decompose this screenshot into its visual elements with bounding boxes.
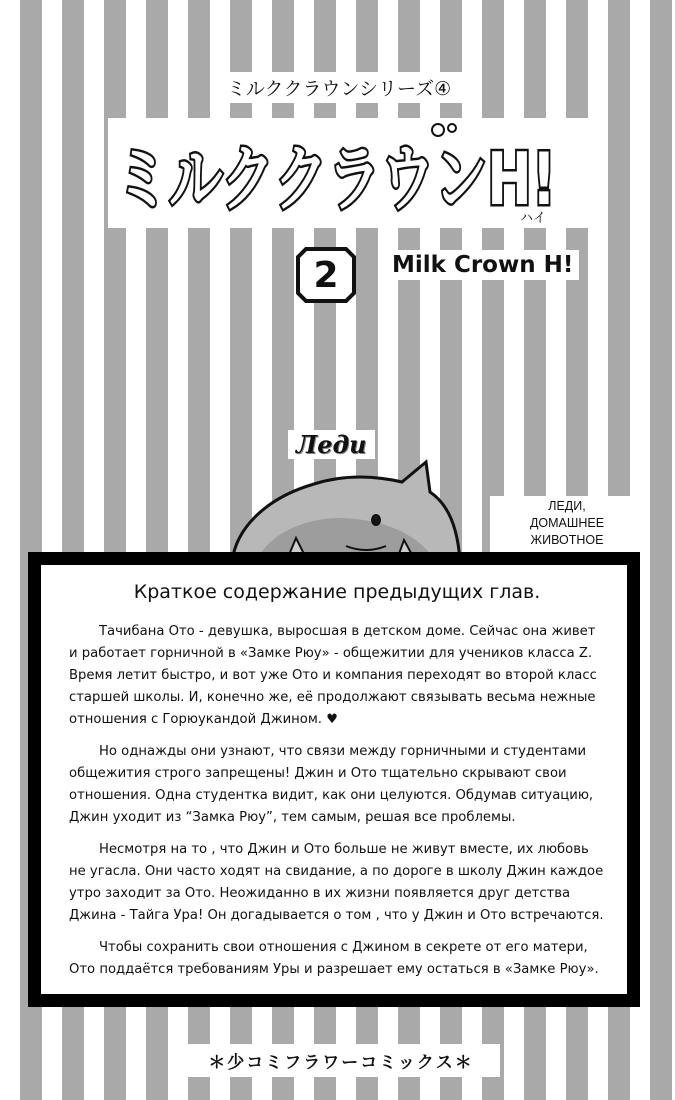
summary-paragraph [69, 621, 605, 731]
title-logo-ruby: ハイ [520, 211, 547, 226]
summary-panel [41, 565, 627, 994]
summary-heading: Краткое содержание предыдущих глав. [133, 581, 541, 603]
publisher-imprint: ＊少コミフラワーコミックス＊ [182, 1044, 500, 1077]
volume-number: 2 [313, 254, 339, 296]
summary-paragraph: Несмотря на то , что Джин и Ото больше не живут вместе, их любовь не угасла. Они часто ходят на свидание, а по дороге в школу Джин каждое утро заходит за Ото. Неожиданно в их жизни появляется друг детства Джина - Тайга Ура! Он догадывается о том , что у Джин и Ото встречаются. [69, 842, 604, 923]
summary-paragraph-text: Тачибана Ото - девушка, выросшая в детском доме. Сейчас она живет и работает горничной в «Замке Рюу» - общежитии для учеников класса Z. Время летит быстро, и вот уже Ото и компания переходят во второй класс старшей школы. И, конечно же, её продолжают связывать весьма нежные отношения с Горюукандой Джином. [69, 624, 597, 727]
english-title: Milk Crown H! [386, 250, 579, 280]
heart-icon: ♥ [326, 712, 338, 727]
series-title: ミルククラウンシリーズ④ [210, 72, 468, 103]
summary-box [28, 552, 640, 1007]
character-caption-line1: ЛЕДИ, [548, 499, 586, 513]
title-logo-text: ミルククラウンH! [116, 137, 556, 221]
character-caption-line2: ДОМАШНЕЕ ЖИВОТНОЕ [529, 516, 605, 547]
shark-illustration [226, 458, 462, 562]
summary-paragraph: Чтобы сохранить свои отношения с Джином в секрете от его матери, Ото поддаётся требованиям Уры и разрешает ему остаться в «Замке Рюу». [69, 940, 599, 977]
character-name: Леди [288, 430, 375, 459]
title-logo [108, 118, 588, 228]
summary-paragraph: Но однажды они узнают, что связи между горничными и студентами общежития строго запрещены! Джин и Ото тщательно скрывают свои отношения. Одна студентка видит, как они целуются. Обдумав ситуацию, Джин уходит из “Замка Рюу”, тем самым, решая все проблемы. [69, 744, 594, 825]
